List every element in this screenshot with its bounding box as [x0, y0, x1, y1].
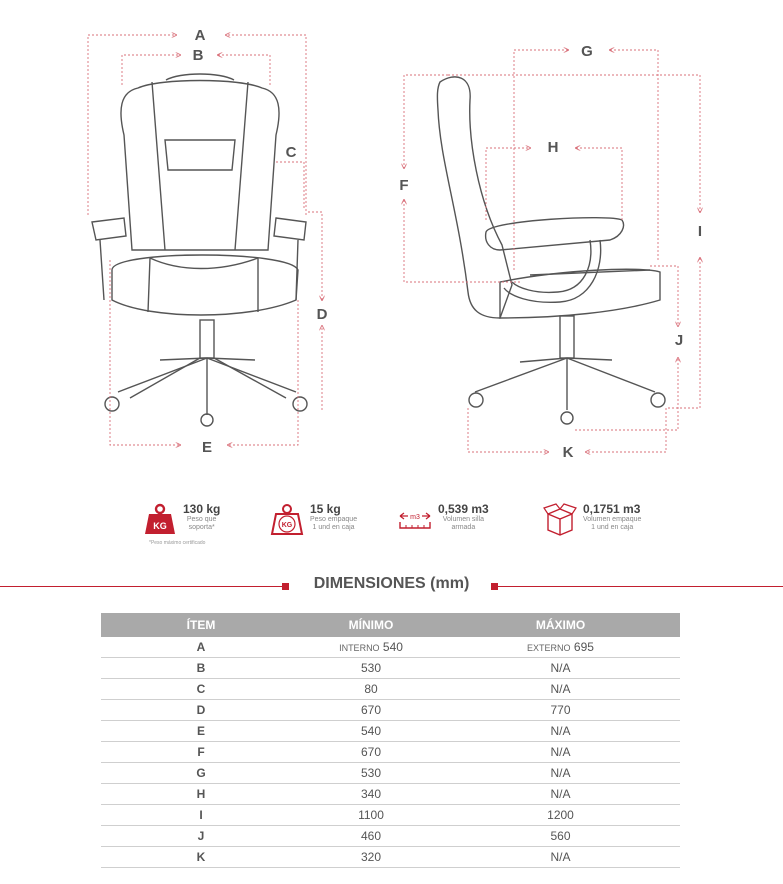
- cell-item: B: [101, 658, 301, 679]
- table-row: [101, 658, 680, 679]
- cell-min: 80: [301, 679, 441, 700]
- cell-max: 1200: [441, 805, 680, 826]
- cell-item: H: [101, 784, 301, 805]
- dim-label-k: K: [562, 444, 574, 461]
- cell-max: N/A: [441, 742, 680, 763]
- cell-item: A: [101, 637, 301, 658]
- spec-weight-capacity: [143, 502, 221, 546]
- dim-label-h: H: [547, 139, 559, 156]
- cell-max: N/A: [441, 679, 680, 700]
- dim-label-i: I: [697, 223, 703, 240]
- section-divider-right: [495, 586, 783, 587]
- cell-item: G: [101, 763, 301, 784]
- chair-side-view: [437, 77, 665, 424]
- table-row: [101, 742, 680, 763]
- dim-label-a: A: [194, 27, 206, 44]
- box-icon: [543, 502, 577, 536]
- svg-text:KG: KG: [153, 521, 167, 531]
- cell-item: E: [101, 721, 301, 742]
- spec-value: 0,539 m3: [438, 502, 489, 516]
- spec-caption: Volumen silla armada: [442, 516, 484, 531]
- table-row: [101, 637, 680, 658]
- volume-icon: [398, 502, 432, 536]
- spec-caption: Volumen empaque 1 und en caja: [583, 516, 642, 531]
- table-row: [101, 679, 680, 700]
- cell-min: 1100: [301, 805, 441, 826]
- spec-chair-volume: [398, 502, 489, 536]
- dim-label-f: F: [399, 177, 409, 194]
- cell-item: K: [101, 847, 301, 868]
- cell-min: 320: [301, 847, 441, 868]
- cell-min: 530: [301, 763, 441, 784]
- cell-min: 540: [301, 721, 441, 742]
- cell-item: C: [101, 679, 301, 700]
- table-row: [101, 784, 680, 805]
- dim-label-j: J: [674, 332, 684, 349]
- weight-capacity-icon: [143, 502, 177, 536]
- section-title: DIMENSIONES (mm): [313, 575, 470, 592]
- svg-text:m3: m3: [410, 514, 420, 521]
- table-row: [101, 826, 680, 847]
- cell-item: J: [101, 826, 301, 847]
- column-header-max: MÁXIMO: [441, 613, 680, 637]
- dim-label-d: D: [316, 306, 328, 323]
- table-row: [101, 721, 680, 742]
- dimensions-table: [101, 613, 680, 868]
- spec-package-weight: [270, 502, 357, 536]
- cell-max: 560: [441, 826, 680, 847]
- dim-label-c: C: [285, 144, 297, 161]
- spec-caption: Peso que soporta*: [186, 516, 217, 531]
- spec-value: 130 kg: [183, 502, 221, 516]
- package-weight-icon: [270, 502, 304, 536]
- spec-package-volume: [543, 502, 641, 536]
- column-header-item: ÍTEM: [101, 613, 301, 637]
- cell-min: 670: [301, 742, 441, 763]
- chair-front-view: [92, 74, 307, 426]
- dim-label-e: E: [201, 439, 213, 456]
- cell-min: 340: [301, 784, 441, 805]
- cell-item: D: [101, 700, 301, 721]
- table-row: [101, 847, 680, 868]
- spec-caption: Peso empaque 1 und en caja: [310, 516, 358, 531]
- table-row: [101, 763, 680, 784]
- svg-text:KG: KG: [281, 522, 293, 529]
- cell-item: I: [101, 805, 301, 826]
- cell-min: 530: [301, 658, 441, 679]
- column-header-min: MÍNIMO: [301, 613, 441, 637]
- table-row: [101, 700, 680, 721]
- cell-max: N/A: [441, 763, 680, 784]
- cell-item: F: [101, 742, 301, 763]
- cell-max: EXTERNO 695: [441, 637, 680, 658]
- cell-min: INTERNO 540: [301, 637, 441, 658]
- cell-max: N/A: [441, 658, 680, 679]
- spec-value: 0,1751 m3: [583, 502, 641, 516]
- table-header-row: [101, 613, 680, 637]
- dim-label-b: B: [192, 47, 204, 64]
- cell-max: N/A: [441, 721, 680, 742]
- table-row: [101, 805, 680, 826]
- cell-max: N/A: [441, 847, 680, 868]
- spec-value: 15 kg: [310, 502, 341, 516]
- dim-label-g: G: [581, 43, 593, 60]
- cell-max: N/A: [441, 784, 680, 805]
- cell-max: 770: [441, 700, 680, 721]
- cell-min: 460: [301, 826, 441, 847]
- cell-min: 670: [301, 700, 441, 721]
- spec-footnote: *Peso máximo certificado: [149, 540, 206, 546]
